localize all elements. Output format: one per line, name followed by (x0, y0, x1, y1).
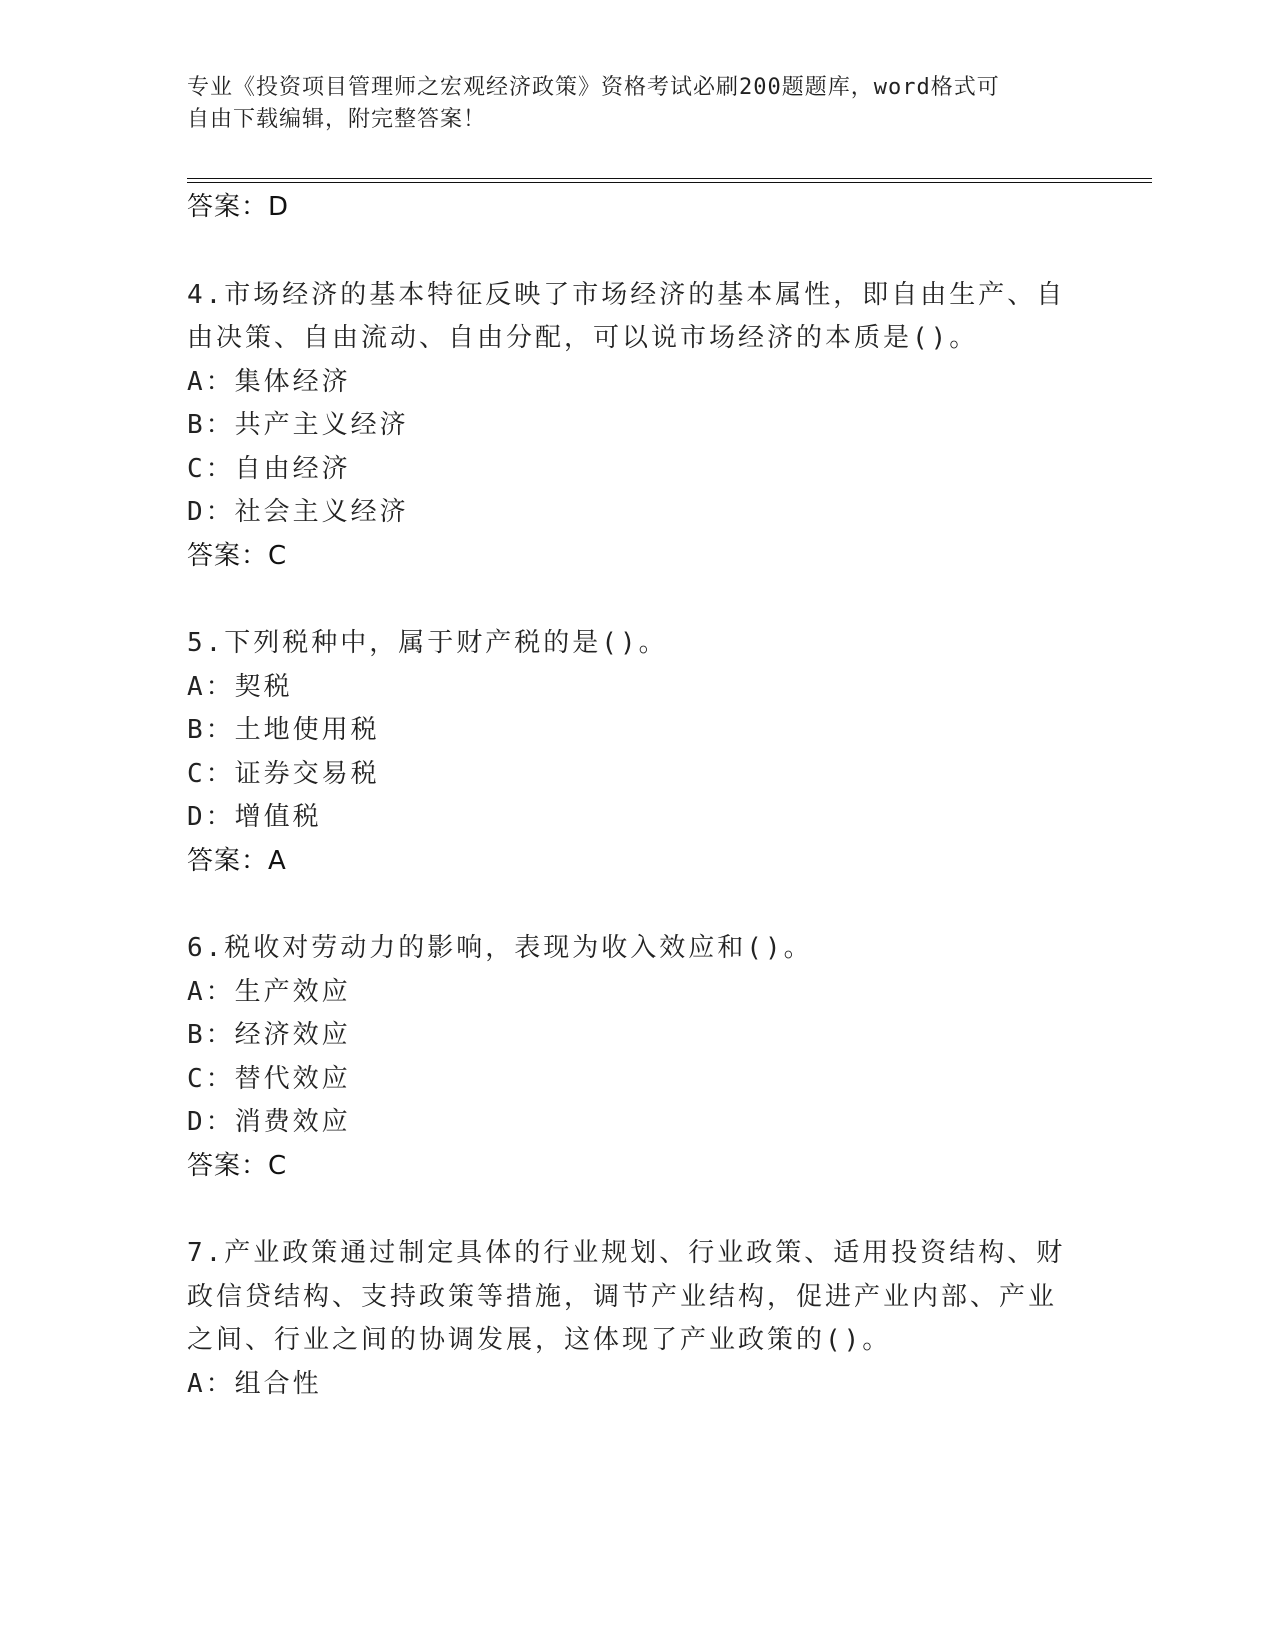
question-4-option-d: D：社会主义经济 (187, 497, 409, 527)
answer-line: 答案：D (187, 192, 290, 222)
question-4-answer: 答案：C (187, 541, 288, 571)
page-header (187, 72, 1067, 136)
header-divider (187, 178, 1152, 183)
question-5-answer: 答案：A (187, 846, 287, 876)
question-6-option-a: A：生产效应 (187, 977, 351, 1007)
question-5-option-b: B：土地使用税 (187, 715, 380, 745)
question-4-stem-line-1: 4.市场经济的基本特征反映了市场经济的基本属性，即自由生产、自 (187, 280, 1066, 310)
question-6-option-d: D：消费效应 (187, 1107, 351, 1137)
question-6-answer: 答案：C (187, 1151, 288, 1181)
question-5-option-c: C：证券交易税 (187, 759, 380, 789)
question-7-stem-line-3: 之间、行业之间的协调发展，这体现了产业政策的()。 (187, 1325, 892, 1355)
question-5-stem-line-1: 5.下列税种中，属于财产税的是()。 (187, 628, 668, 658)
question-4-stem-line-2: 由决策、自由流动、自由分配，可以说市场经济的本质是()。 (187, 323, 979, 353)
question-7-option-a: A：组合性 (187, 1369, 322, 1399)
question-4-option-b: B：共产主义经济 (187, 410, 409, 440)
question-6-stem-line-1: 6.税收对劳动力的影响，表现为收入效应和()。 (187, 933, 813, 963)
question-7-stem-line-2: 政信贷结构、支持政策等措施，调节产业结构，促进产业内部、产业 (187, 1282, 1058, 1312)
question-6-option-c: C：替代效应 (187, 1064, 351, 1094)
header-line-2: 自由下载编辑，附完整答案！ (187, 107, 487, 132)
question-5-option-a: A：契税 (187, 672, 293, 702)
question-4-option-c: C：自由经济 (187, 454, 351, 484)
question-5-option-d: D：增值税 (187, 802, 322, 832)
question-7-stem-line-1: 7.产业政策通过制定具体的行业规划、行业政策、适用投资结构、财 (187, 1238, 1066, 1268)
question-6-option-b: B：经济效应 (187, 1020, 351, 1050)
question-4-option-a: A：集体经济 (187, 367, 351, 397)
header-line-1: 专业《投资项目管理师之宏观经济政策》资格考试必刷200题题库，word格式可 (187, 75, 1000, 100)
